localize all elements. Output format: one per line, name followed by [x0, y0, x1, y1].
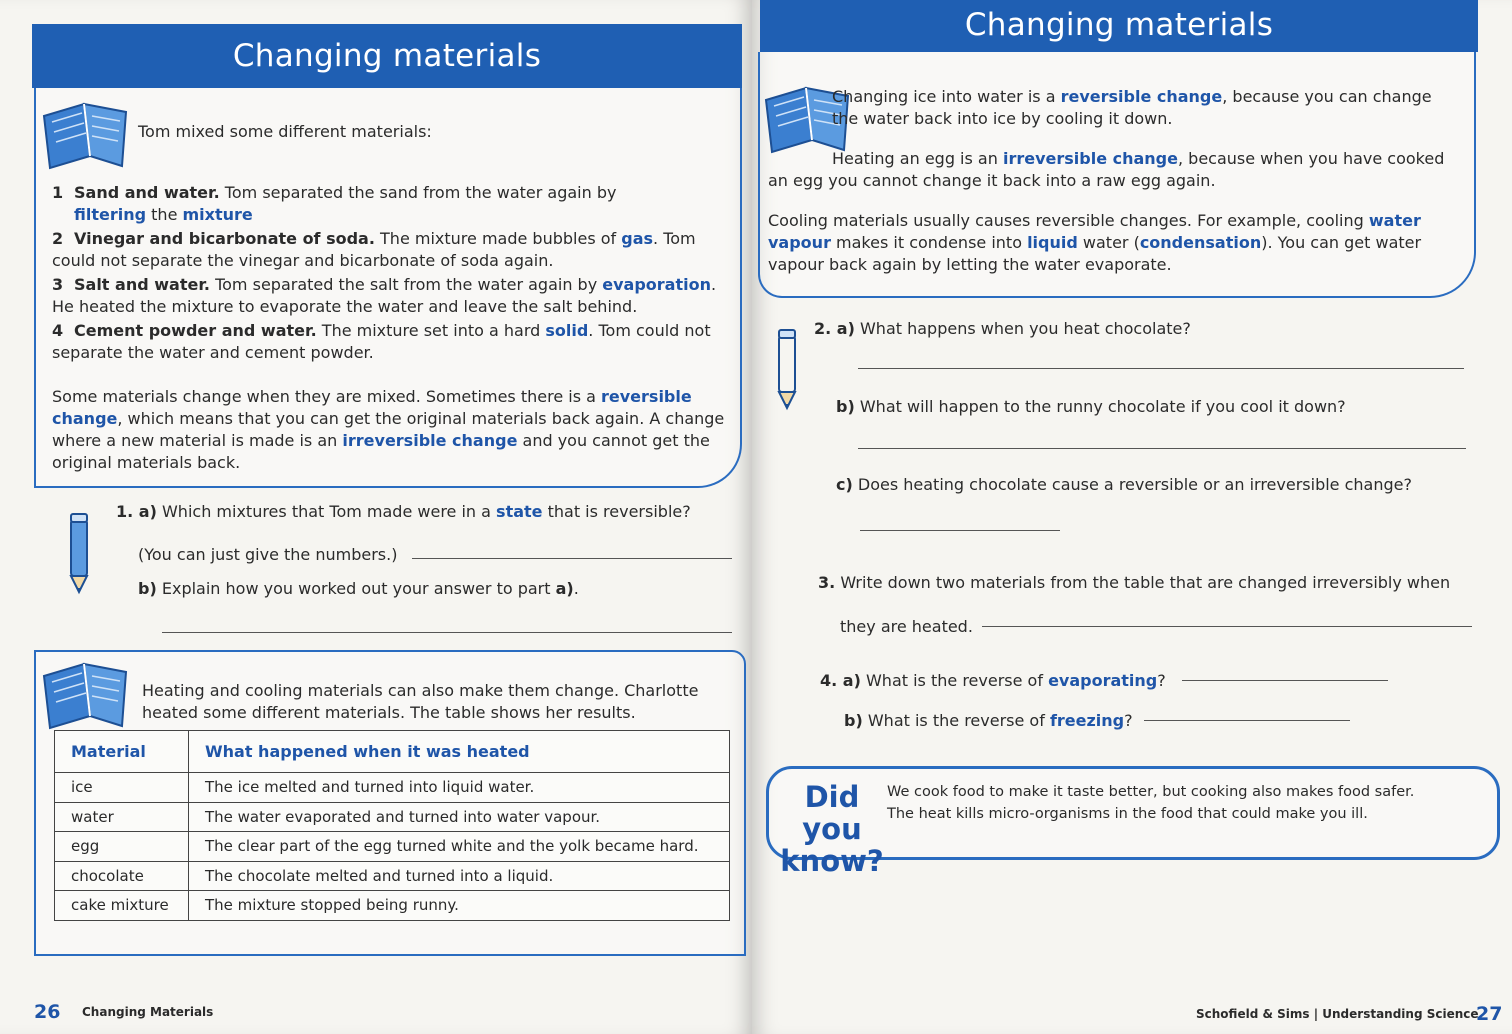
- intro-text: Tom mixed some different materials:: [138, 122, 432, 141]
- column-header: What happened when it was heated: [189, 731, 730, 773]
- cooling-paragraph: Cooling materials usually causes reversible changes. For example, cooling water vapour makes it condense into liquid water (condensation). You can get water vapour back again by letting the water evaporate.: [768, 211, 1422, 274]
- answer-line-1a[interactable]: [412, 558, 732, 559]
- table-row: [55, 891, 730, 921]
- footer-label: Changing Materials: [82, 1005, 214, 1019]
- did-you-know-box: [766, 766, 1500, 878]
- list-item: 4 Cement powder and water. The mixture set into a hard solid. Tom could not separate the water and cement powder.: [52, 321, 711, 362]
- pencil-icon: [770, 326, 804, 412]
- book-icon: [38, 656, 136, 734]
- mixture-list: [52, 182, 732, 364]
- summary-text: Some materials change when they are mixed. Sometimes there is a reversible change, which means that you can get the original materials back again. A change where a new material is made is an irreversible change and you cannot get the original materials back.: [52, 387, 725, 472]
- did-you-know-title: Did you know?: [780, 780, 884, 878]
- question-2a: 2. a) What happens when you heat chocolate?: [814, 319, 1191, 338]
- question-3: 3. Write down two materials from the table that are changed irreversibly when: [818, 573, 1451, 592]
- list-item: 1 Sand and water. Tom separated the sand from the water again by filtering the mixture: [52, 183, 617, 224]
- table-row: [55, 802, 730, 832]
- answer-line-1b[interactable]: [162, 632, 732, 633]
- result-cell: The chocolate melted and turned into a liquid.: [189, 861, 730, 891]
- heating-intro: Heating and cooling materials can also make them change. Charlotte heated some different materials. The table shows her results.: [142, 681, 699, 722]
- result-cell: The ice melted and turned into liquid water.: [189, 773, 730, 803]
- question-3-cont: they are heated.: [840, 617, 973, 636]
- page-number: 27: [1476, 1003, 1503, 1025]
- result-cell: The clear part of the egg turned white and the yolk became hard.: [189, 832, 730, 862]
- answer-line-3[interactable]: [982, 626, 1472, 627]
- question-4b: b) What is the reverse of freezing?: [844, 711, 1133, 730]
- left-page: [0, 0, 752, 1034]
- table-row: [55, 832, 730, 862]
- book-icon: [38, 96, 136, 174]
- page-title-banner: [760, 0, 1478, 52]
- results-table: [54, 730, 730, 921]
- table-header-row: [55, 731, 730, 773]
- page-title-banner: [32, 24, 742, 88]
- page-number: 26: [34, 1001, 61, 1023]
- table-row: [55, 861, 730, 891]
- question-1a: 1. a) Which mixtures that Tom made were in a state that is reversible?: [116, 502, 691, 521]
- answer-line-2a[interactable]: [858, 368, 1464, 369]
- material-cell: chocolate: [55, 861, 189, 891]
- right-page: [752, 0, 1512, 1034]
- answer-line-2b[interactable]: [858, 448, 1466, 449]
- pencil-icon: [62, 510, 96, 596]
- question-2b: b) What will happen to the runny chocolate if you cool it down?: [836, 397, 1346, 416]
- page-title: Changing materials: [232, 38, 542, 74]
- question-4a: 4. a) What is the reverse of evaporating?: [820, 671, 1166, 690]
- question-1a-hint: (You can just give the numbers.): [138, 545, 398, 564]
- material-cell: ice: [55, 773, 189, 803]
- did-you-know-text: We cook food to make it taste better, but cooking also makes food safer. The heat kills micro-organisms in the food that could make you ill.: [887, 784, 1415, 822]
- page-title: Changing materials: [964, 7, 1274, 43]
- answer-line-4a[interactable]: [1182, 680, 1388, 681]
- result-cell: The water evaporated and turned into water vapour.: [189, 802, 730, 832]
- reversible-paragraph: Changing ice into water is a reversible change, because you can change the water back into ice by cooling it down.: [832, 87, 1432, 128]
- question-1b: b) Explain how you worked out your answer to part a).: [138, 579, 579, 598]
- list-item: 2 Vinegar and bicarbonate of soda. The mixture made bubbles of gas. Tom could not separate the vinegar and bicarbonate of soda again.: [52, 229, 696, 270]
- column-header: Material: [55, 731, 189, 773]
- table-row: [55, 773, 730, 803]
- answer-line-2c[interactable]: [860, 530, 1060, 531]
- material-cell: egg: [55, 832, 189, 862]
- question-2c: c) Does heating chocolate cause a reversible or an irreversible change?: [836, 475, 1412, 494]
- irreversible-paragraph: Heating an egg is an irreversible change, because when you have cooked an egg you cannot change it back into a raw egg again.: [768, 149, 1445, 190]
- footer-label: Schofield & Sims | Understanding Science: [1196, 1007, 1479, 1021]
- answer-line-4b[interactable]: [1144, 720, 1350, 721]
- material-cell: cake mixture: [55, 891, 189, 921]
- material-cell: water: [55, 802, 189, 832]
- list-item: 3 Salt and water. Tom separated the salt from the water again by evaporation. He heated the mixture to evaporate the water and leave the salt behind.: [52, 275, 717, 316]
- result-cell: The mixture stopped being runny.: [189, 891, 730, 921]
